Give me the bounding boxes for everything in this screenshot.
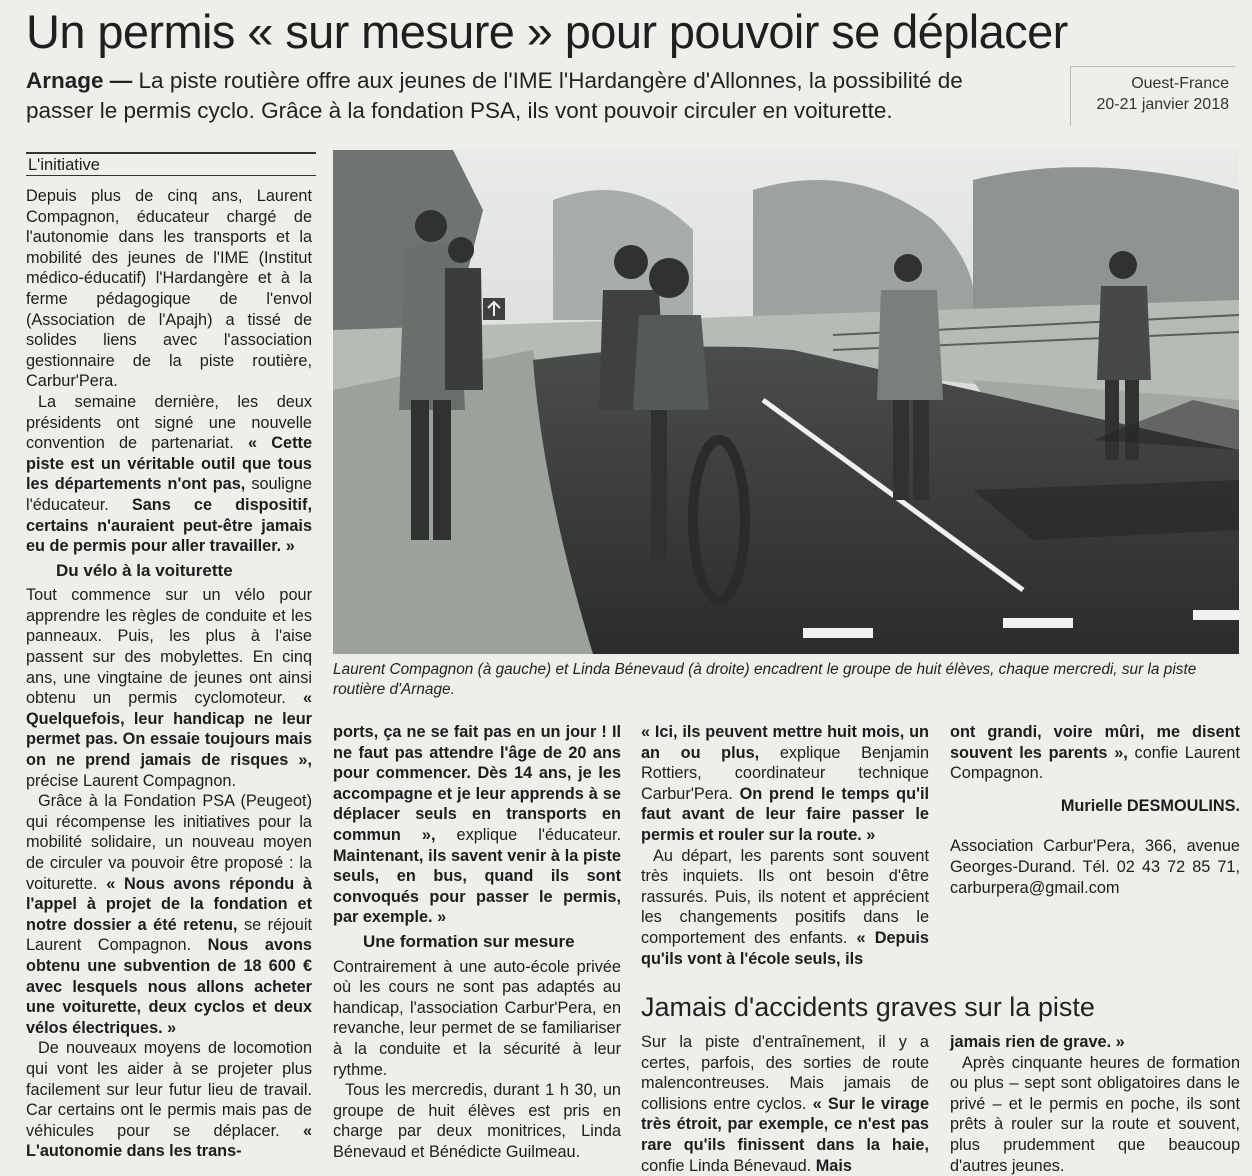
source-box — [1070, 66, 1235, 126]
photo-caption: Laurent Compagnon (à gauche) et Linda Bénevaud (à droite) encadrent le groupe de huit élèves, chaque mercredi, sur la piste routière d'Arnage. — [333, 661, 1197, 698]
paragraph: Grâce à la Fondation PSA (Peugeot) qui récompense les initiatives pour la mobilité solidaire, un nouveau moyen de circuler va pouvoir être proposé : la voiturette. « Nous avons répondu à l'appel à projet de la fondation et notre dossier a été retenu, se réjouit Laurent Compagnon. Nous avons obtenu une subvention de 18 600 € avec lesquels nous allons acheter une voiturette, deux cyclos et deux vélos électriques. » — [26, 792, 312, 1037]
paragraph: ont grandi, voire mûri, me disent souvent les parents », confie Laurent Compagnon. — [950, 723, 1240, 783]
paragraph: « Ici, ils peuvent mettre huit mois, un an ou plus, explique Benjamin Rottiers, coordinateur technique Carbur'Pera. On prend le temps qu'il faut avant de leur faire passer le permis et rouler sur la route. » — [641, 723, 930, 844]
contact-info: Association Carbur'Pera, 366, avenue Georges-Durand. Tél. 02 43 72 85 71, carburpera@gmail.com — [950, 837, 1240, 897]
paragraph: Depuis plus de cinq ans, Laurent Compagnon, éducateur chargé de l'autonomie dans les transports et la mobilité des jeunes de l'IME (Institut médico-éducatif) l'Hardangère et à la ferme pédagogique de l'envol (Association de l'Apajh) a tissé de solides liens avec l'association gestionnaire de la piste routière, Carbur'Pera. — [26, 187, 312, 391]
author: Murielle DESMOULINS. — [1060, 796, 1240, 815]
intertitle: Jamais d'accidents graves sur la piste — [641, 992, 1095, 1022]
dateline-place: Arnage — — [26, 68, 133, 93]
paragraph: Contrairement à une auto-école privée où les cours ne sont pas adaptés au handicap, l'association Carbur'Pera, en revanche, leur permet de se familiariser à la conduite et la sécurité à leur rythme. — [333, 957, 621, 1079]
paragraph: jamais rien de grave. » — [950, 1033, 1125, 1051]
paragraph: Tout commence sur un vélo pour apprendre les règles de conduite et les panneaux. Puis, les plus à l'aise passent sur des mobylettes. En cinq ans, une vingtaine de jeunes ont ainsi obtenu un permis cyclomoteur. « Quelquefois, leur handicap ne leur permet pas. On essaie toujours mais on ne prend jamais de risques », précise Laurent Compagnon. — [26, 586, 312, 790]
kicker: L'initiative — [26, 152, 316, 176]
source-date: 20-21 janvier 2018 — [1096, 96, 1229, 113]
article-photo — [333, 150, 1239, 654]
paragraph: ports, ça ne se fait pas en un jour ! Il ne faut pas attendre l'âge de 20 ans pour commencer. Dès 14 ans, je les accompagne et je leur apprends à se déplacer seuls en transports en commun », explique l'éducateur. Maintenant, ils savent venir à la piste seuls, en bus, quand ils sont convoqués pour passer le permis, par exemple. » — [333, 723, 621, 927]
article-column-4-bottom — [950, 1032, 1240, 1176]
paragraph: De nouveaux moyens de locomotion qui vont les aider à se projeter plus facilement sur leur futur lieu de travail. Car certains ont le permis mais pas de véhicules pour se déplacer. « L'autonomie dans les trans- — [26, 1039, 312, 1161]
subheading: Du vélo à la voiturette — [56, 560, 233, 580]
subheading: Une formation sur mesure — [363, 931, 575, 951]
paragraph: La semaine dernière, les deux présidents ont signé une nouvelle convention de partenariat. « Cette piste est un véritable outil que tous les départements n'ont pas, souligne l'éducateur. Sans ce dispositif, certains n'auraient peut-être jamais eu de permis pour aller travailler. » — [26, 392, 313, 556]
paragraph: Tous les mercredis, durant 1 h 30, un groupe de huit élèves est pris en charge par deux monitrices, Linda Bénevaud et Bénédicte Guilmeau. — [333, 1081, 621, 1161]
paragraph: Après cinquante heures de formation ou plus – sept sont obligatoires dans le privé – et le permis en poche, ils sont prêts à rouler sur la route et souvent, plus prudemment que beaucoup d'autres jeunes. — [950, 1053, 1240, 1175]
article-column-4 — [950, 722, 1240, 898]
source-name: Ouest-France — [1131, 75, 1229, 92]
article-column-2 — [333, 722, 621, 1162]
article-column-3 — [641, 722, 929, 969]
paragraph: Au départ, les parents sont souvent très inquiets. Ils ont besoin d'être rassurés. Puis, ils notent et apprécient les changements positifs dans le comportement des enfants. « Depuis qu'ils vont à l'école seuls, ils — [641, 846, 929, 968]
lead-text: La piste routière offre aux jeunes de l'IME l'Hardangère d'Allonnes, la possibilité de passer le permis cyclo. Grâce à la fondation PSA, ils vont pouvoir circuler en voiturette. — [26, 68, 963, 123]
photo-illustration — [333, 150, 1239, 654]
article-column-3-bottom — [641, 1032, 929, 1176]
headline: Un permis « sur mesure » pour pouvoir se déplacer — [26, 5, 1068, 58]
paragraph: Sur la piste d'entraînement, il y a certes, parfois, des sorties de route malencontreuses. Mais jamais de collisions entre cyclos. « Sur le virage très étroit, par exemple, ce n'est pas rare qu'ils finissent dans la haie, confie Linda Bénevaud. Mais — [641, 1033, 929, 1175]
lead-paragraph — [26, 66, 1026, 126]
article-column-1 — [26, 186, 312, 1162]
